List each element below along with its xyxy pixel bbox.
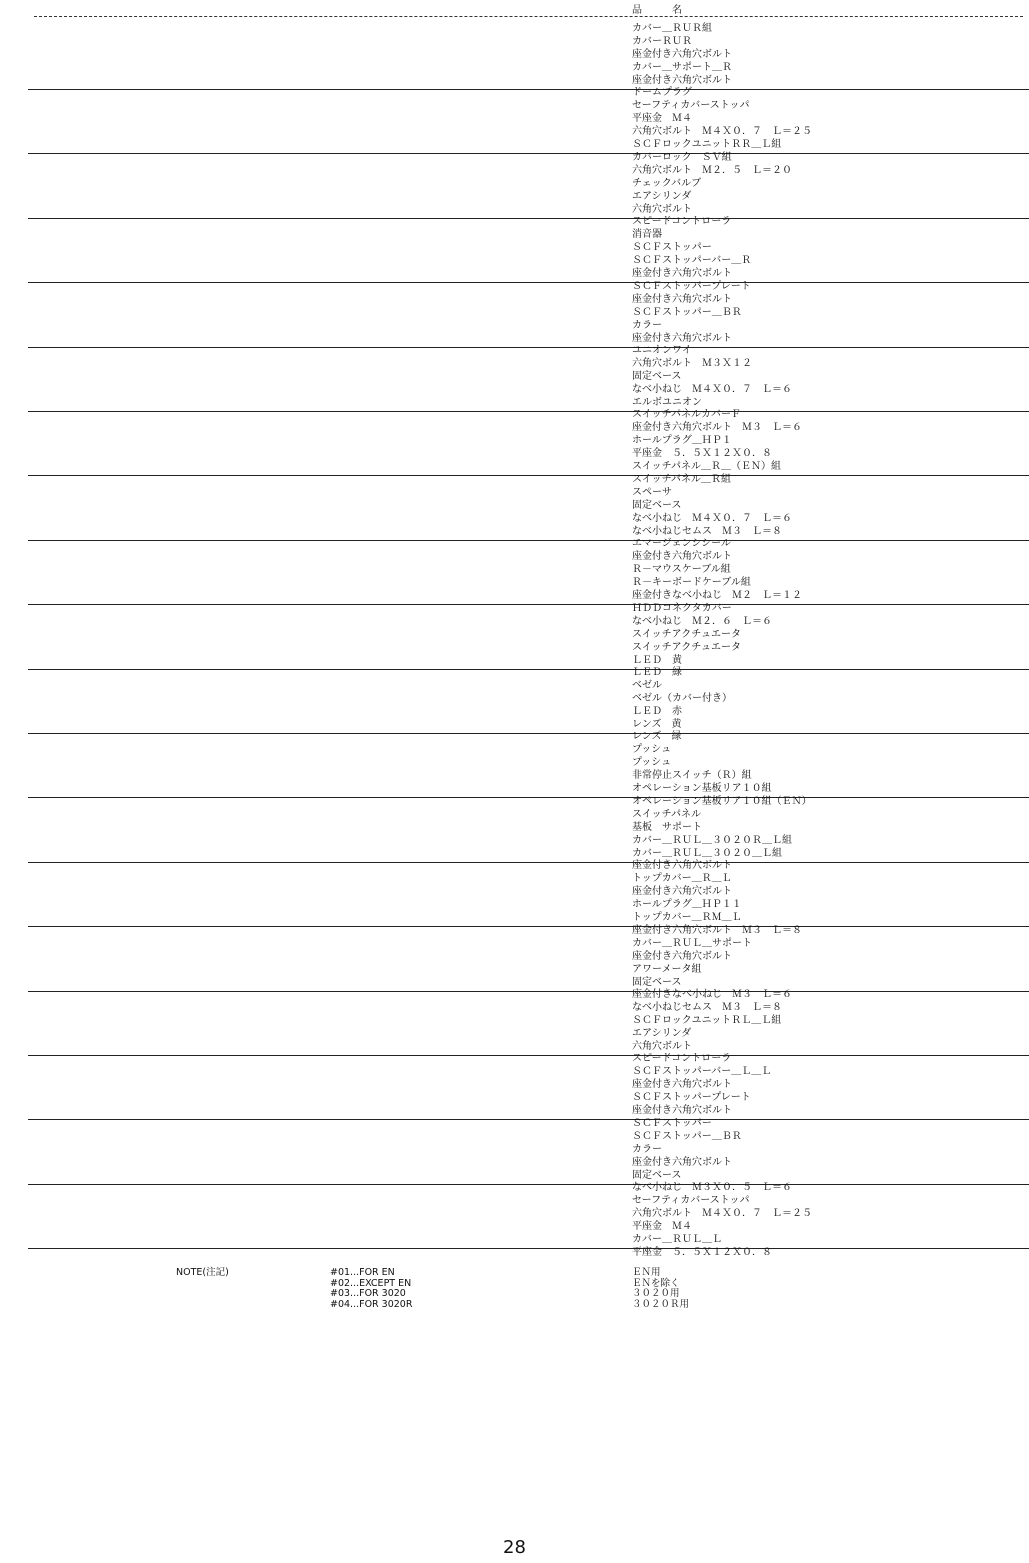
- note-code: #03...FOR 3020: [330, 1288, 406, 1299]
- part-name-row: ＬＥＤ 赤: [632, 706, 682, 717]
- part-name-row: 座金付き六角穴ボルト: [632, 1105, 732, 1117]
- part-name-row: カバーロック ＳＶ組: [632, 151, 732, 163]
- part-name-row: スイッチパネルカバーＦ: [632, 409, 741, 421]
- part-name-row: ＬＥＤ 黄: [632, 654, 682, 666]
- part-name-row: カバー＿ＲＵＬ＿Ｌ: [632, 1234, 722, 1246]
- note-meaning: ＥＮを除く: [632, 1277, 680, 1289]
- part-name-row: ＳＣＦロックユニットＲＲ＿Ｌ組: [632, 139, 782, 151]
- part-name-row: 座金付き六角穴ボルト: [632, 886, 732, 898]
- part-name-row: 固定ベース: [632, 371, 682, 382]
- part-name-row: ＳＣＦロックユニットＲＬ＿Ｌ組: [632, 1015, 782, 1026]
- group-separator-line: [28, 797, 1029, 798]
- group-separator-line: [28, 991, 1029, 992]
- group-separator-line: [28, 475, 1029, 476]
- part-name-row: ＳＣＦストッパー＿ＢＲ: [632, 306, 742, 318]
- part-name-row: 六角穴ボルト Ｍ４Ｘ０．７ Ｌ＝２５: [632, 126, 812, 138]
- note-meaning: ＥＮ用: [632, 1267, 661, 1278]
- part-name-row: カラー: [632, 1143, 662, 1155]
- part-name-row: 六角穴ボルト Ｍ３Ｘ１２: [632, 358, 752, 369]
- part-name-row: 六角穴ボルト Ｍ４Ｘ０．７ Ｌ＝２５: [632, 1208, 812, 1220]
- part-name-row: エアシリンダ: [632, 1028, 692, 1039]
- part-name-row: ベゼル（カバー付き）: [632, 693, 732, 704]
- part-name-row: エルボユニオン: [632, 397, 702, 408]
- part-name-row: スイッチパネル＿Ｒ＿（ＥＮ）組: [632, 461, 781, 473]
- part-name-row: セーフティカバーストッパ: [632, 100, 750, 112]
- part-name-row: なべ小ねじセムス Ｍ３ Ｌ＝８: [632, 1002, 782, 1013]
- part-name-row: スイッチパネル＿Ｒ組: [632, 473, 731, 485]
- part-name-row: スピードコントローラ: [632, 216, 732, 228]
- part-name-row: トップカバー＿Ｒ＿Ｌ: [632, 873, 732, 885]
- part-name-row: なべ小ねじ Ｍ２．６ Ｌ＝６: [632, 615, 772, 627]
- part-name-row: ＳＣＦストッパープレート: [632, 280, 751, 292]
- part-name-row: 座金付きなべ小ねじ Ｍ２ Ｌ＝１２: [632, 590, 802, 602]
- group-separator-line: [28, 1055, 1029, 1056]
- part-name-row: 非常停止スイッチ（Ｒ）組: [632, 770, 752, 782]
- group-separator-line: [28, 669, 1029, 670]
- part-name-row: なべ小ねじ Ｍ４Ｘ０．７ Ｌ＝６: [632, 512, 792, 524]
- part-name-row: 座金付きなべ小ねじ Ｍ３ Ｌ＝６: [632, 989, 792, 1000]
- part-name-row: プッシュ: [632, 744, 672, 756]
- part-name-row: 平座金 ５．５Ｘ１２Ｘ０．８: [632, 1246, 772, 1258]
- part-name-row: ＬＥＤ 緑: [632, 667, 682, 678]
- column-header-part-name: 品 名: [632, 1, 698, 16]
- part-name-row: レンズ 緑: [632, 731, 682, 743]
- part-name-row: 座金付き六角穴ボルト: [632, 75, 732, 86]
- note-code: #02...EXCEPT EN: [330, 1277, 412, 1289]
- header-dashed-rule: [34, 16, 1023, 17]
- part-name-row: ＳＣＦストッパー: [632, 242, 712, 254]
- group-separator-line: [28, 411, 1029, 412]
- part-name-row: 座金付き六角穴ボルト: [632, 293, 732, 305]
- part-name-row: カバー＿サポート＿Ｒ: [632, 62, 732, 73]
- part-name-row: 固定ベース: [632, 1169, 682, 1181]
- part-name-row: 座金付き六角穴ボルト: [632, 950, 732, 962]
- part-name-row: カバー＿ＲＵＬ＿３０２０Ｒ＿Ｌ組: [632, 834, 792, 846]
- part-name-row: スイッチアクチュエータ: [632, 641, 741, 653]
- page-number: 28: [503, 1537, 526, 1558]
- part-name-row: 六角穴ボルト: [632, 1041, 692, 1052]
- group-separator-line: [28, 89, 1029, 90]
- part-name-row: レンズ 黄: [632, 719, 682, 730]
- part-name-row: なべ小ねじセムス Ｍ３ Ｌ＝８: [632, 525, 782, 537]
- part-name-row: カバー＿ＲＵＬ＿３０２０＿Ｌ組: [632, 847, 782, 859]
- group-separator-line: [28, 540, 1029, 541]
- note-code: #01...FOR EN: [330, 1267, 395, 1278]
- part-name-row: 座金付き六角穴ボルト: [632, 268, 732, 280]
- part-name-row: ドームプラグ: [632, 87, 692, 99]
- part-name-row: ＳＣＦストッパー: [632, 1117, 712, 1129]
- part-name-row: ＳＣＦストッパー＿ＢＲ: [632, 1130, 742, 1142]
- group-separator-line: [28, 862, 1029, 863]
- part-name-row: ベゼル: [632, 680, 662, 691]
- part-name-row: 消音器: [632, 229, 662, 241]
- part-name-row: ユニオンワイ: [632, 345, 692, 356]
- part-name-row: 平座金 Ｍ４: [632, 1221, 692, 1233]
- part-name-row: カバーＲＵＲ: [632, 36, 692, 47]
- note-meaning-list: [632, 1268, 689, 1310]
- part-name-row: 座金付き六角穴ボルト: [632, 49, 732, 60]
- part-name-row: ＳＣＦストッパープレート: [632, 1092, 751, 1104]
- part-name-row: 座金付き六角穴ボルト: [632, 1079, 732, 1091]
- part-name-row: スピードコントローラ: [632, 1053, 732, 1065]
- group-separator-line: [28, 604, 1029, 605]
- group-separator-line: [28, 347, 1029, 348]
- part-name-row: スペーサ: [632, 486, 672, 498]
- note-meaning: ３０２０Ｒ用: [632, 1298, 690, 1310]
- group-separator-line: [28, 1119, 1029, 1120]
- part-name-row: 座金付き六角穴ボルト Ｍ３ Ｌ＝８: [632, 924, 802, 936]
- part-name-row: ホールプラグ＿ＨＰ１: [632, 435, 732, 447]
- part-name-row: 固定ベース: [632, 976, 682, 988]
- note-code-list: [330, 1268, 412, 1310]
- part-name-row: セーフティカバーストッパ: [632, 1195, 750, 1207]
- part-name-row: 座金付き六角穴ボルト: [632, 860, 732, 872]
- note-code: #04...FOR 3020R: [330, 1298, 413, 1310]
- part-name-row: カバー＿ＲＵＬ＿サポート: [632, 937, 752, 949]
- part-name-row: 座金付き六角穴ボルト: [632, 1156, 732, 1168]
- part-name-row: Ｒ－キーボードケーブル組: [632, 577, 751, 589]
- part-name-row: ＨＤＤコネクタカバー: [632, 602, 732, 614]
- part-name-row: 基板 サポート: [632, 821, 702, 833]
- part-name-row: カラー: [632, 319, 662, 331]
- part-name-row: オペレーション基板リア１０組（ＥＮ）: [632, 795, 812, 807]
- part-name-row: スイッチパネル: [632, 808, 701, 820]
- group-separator-line: [28, 733, 1029, 734]
- part-name-row: Ｒ－マウスケーブル組: [632, 564, 731, 576]
- group-separator-line: [28, 1184, 1029, 1185]
- part-name-row: ホールプラグ＿ＨＰ１１: [632, 899, 742, 911]
- note-meaning: ３０２０用: [632, 1288, 680, 1299]
- part-name-row: トップカバー＿ＲＭ＿Ｌ: [632, 912, 742, 924]
- part-name-row: 平座金 ５．５Ｘ１２Ｘ０．８: [632, 448, 772, 460]
- part-name-row: なべ小ねじ Ｍ３Ｘ０．５ Ｌ＝６: [632, 1182, 792, 1194]
- group-separator-line: [28, 926, 1029, 927]
- part-name-row: 平座金 Ｍ４: [632, 113, 692, 125]
- note-label: NOTE(注記): [176, 1267, 229, 1278]
- part-name-row: エマージェンシシール: [632, 538, 731, 550]
- group-separator-line: [28, 218, 1029, 219]
- part-name-row: 座金付き六角穴ボルト Ｍ３ Ｌ＝６: [632, 422, 802, 434]
- group-separator-line: [28, 153, 1029, 154]
- part-name-row: チェックバルブ: [632, 177, 702, 189]
- part-name-row: プッシュ: [632, 757, 672, 769]
- part-name-row: スイッチアクチュエータ: [632, 628, 741, 640]
- part-name-row: 六角穴ボルト Ｍ２．５ Ｌ＝２０: [632, 164, 792, 176]
- group-separator-line: [28, 282, 1029, 283]
- part-name-row: ＳＣＦストッパーバー＿Ｌ＿Ｌ: [632, 1066, 772, 1078]
- part-name-row: アワーメータ組: [632, 963, 702, 975]
- part-name-row: カバー＿ＲＵＲ組: [632, 23, 712, 34]
- part-name-row: 座金付き六角穴ボルト: [632, 551, 732, 563]
- part-name-row: オペレーション基板リア１０組: [632, 783, 772, 795]
- part-name-row: ＳＣＦストッパーバー＿Ｒ: [632, 255, 752, 267]
- part-name-row: なべ小ねじ Ｍ４Ｘ０．７ Ｌ＝６: [632, 384, 792, 395]
- part-name-row: 固定ベース: [632, 499, 682, 511]
- part-name-row: 六角穴ボルト: [632, 203, 692, 215]
- group-separator-line: [28, 1248, 1029, 1249]
- part-name-row: 座金付き六角穴ボルト: [632, 332, 732, 344]
- part-name-row: エアシリンダ: [632, 190, 692, 202]
